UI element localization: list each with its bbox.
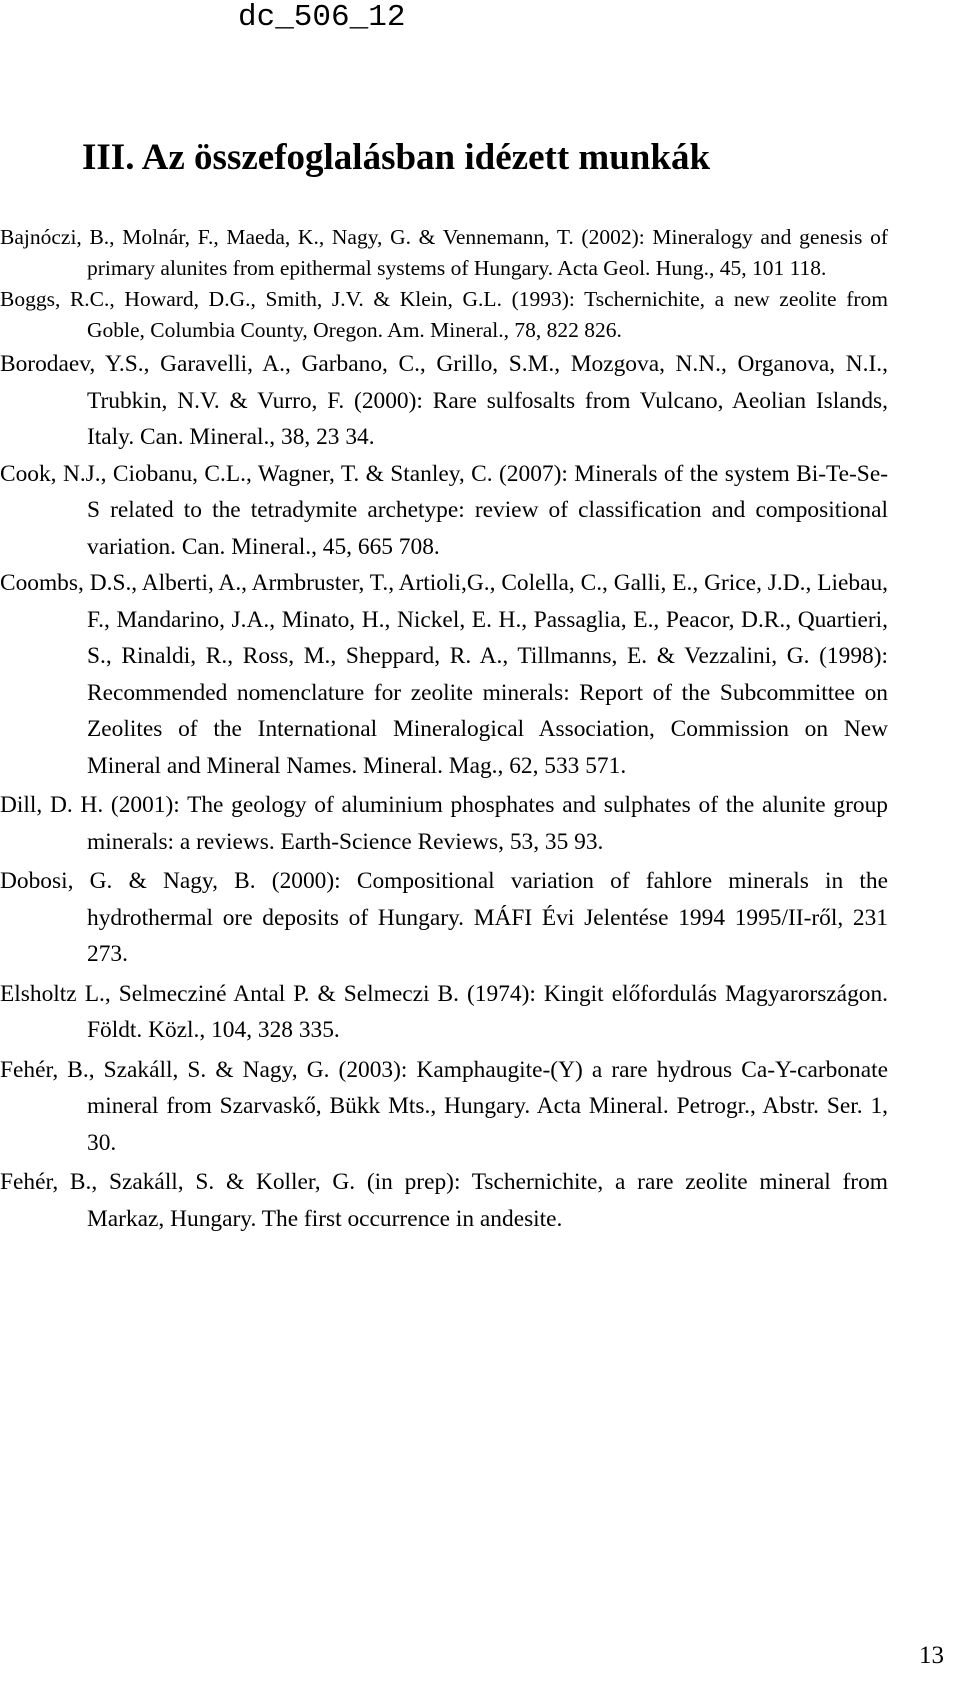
reference-entry: Cook, N.J., Ciobanu, C.L., Wagner, T. & Stanley, C. (2007): Minerals of the system Bi-Te-Se-S related to the tetradymite archetype: review of classification and compositional variation. Can. Mineral., 45, 665 708. — [0, 460, 888, 560]
document-id: dc_506_12 — [238, 0, 406, 35]
reference-list — [0, 222, 888, 1237]
reference-entry: Bajnóczi, B., Molnár, F., Maeda, K., Nagy, G. & Vennemann, T. (2002): Mineralogy and genesis of primary alunites from epithermal systems of Hungary. Acta Geol. Hung., 45, 101 118. — [0, 225, 888, 280]
reference-entry: Dill, D. H. (2001): The geology of aluminium phosphates and sulphates of the alunite group minerals: a reviews. Earth-Science Reviews, 53, 35 93. — [0, 792, 888, 855]
page-number: 13 — [919, 1642, 944, 1669]
reference-entry: Elsholtz L., Selmecziné Antal P. & Selmeczi B. (1974): Kingit előfordulás Magyarországon. Földt. Közl., 104, 328 335. — [0, 980, 888, 1043]
reference-entry: Coombs, D.S., Alberti, A., Armbruster, T., Artioli,G., Colella, C., Galli, E., Grice, J.D., Liebau, F., Mandarino, J.A., Minato, H., Nickel, E. H., Passaglia, E., Peacor, D.R., Quartieri, S., Rinaldi, R., Ross, M., Sheppard, R. A., Tillmanns, E. & Vezzalini, G. (1998): Recommended nomenclature for zeolite minerals: Report of the Subcommittee on Zeolites of the International Mineralogical Association, Commission on New Mineral and Mineral Names. Mineral. Mag., 62, 533 571. — [0, 570, 888, 779]
reference-entry: Fehér, B., Szakáll, S. & Koller, G. (in prep): Tschernichite, a rare zeolite mineral from Markaz, Hungary. The first occurrence in andesite. — [0, 1169, 888, 1232]
reference-entry: Dobosi, G. & Nagy, B. (2000): Compositional variation of fahlore minerals in the hydrothermal ore deposits of Hungary. MÁFI Évi Jelentése 1994 1995/II-ről, 231 273. — [0, 868, 888, 967]
reference-entry: Fehér, B., Szakáll, S. & Nagy, G. (2003): Kamphaugite-(Y) a rare hydrous Ca-Y-carbonate mineral from Szarvaskő, Bükk Mts., Hungary. Acta Mineral. Petrogr., Abstr. Ser. 1, 30. — [0, 1056, 888, 1156]
reference-entry: Boggs, R.C., Howard, D.G., Smith, J.V. & Klein, G.L. (1993): Tschernichite, a new zeolite from Goble, Columbia County, Oregon. Am. Mineral., 78, 822 826. — [0, 287, 888, 342]
section-heading: III. Az összefoglalásban idézett munkák — [82, 137, 711, 178]
reference-entry: Borodaev, Y.S., Garavelli, A., Garbano, C., Grillo, S.M., Mozgova, N.N., Organova, N.I., Trubkin, N.V. & Vurro, F. (2000): Rare sulfosalts from Vulcano, Aeolian Islands, Italy. Can. Mineral., 38, 23 34. — [0, 351, 888, 450]
